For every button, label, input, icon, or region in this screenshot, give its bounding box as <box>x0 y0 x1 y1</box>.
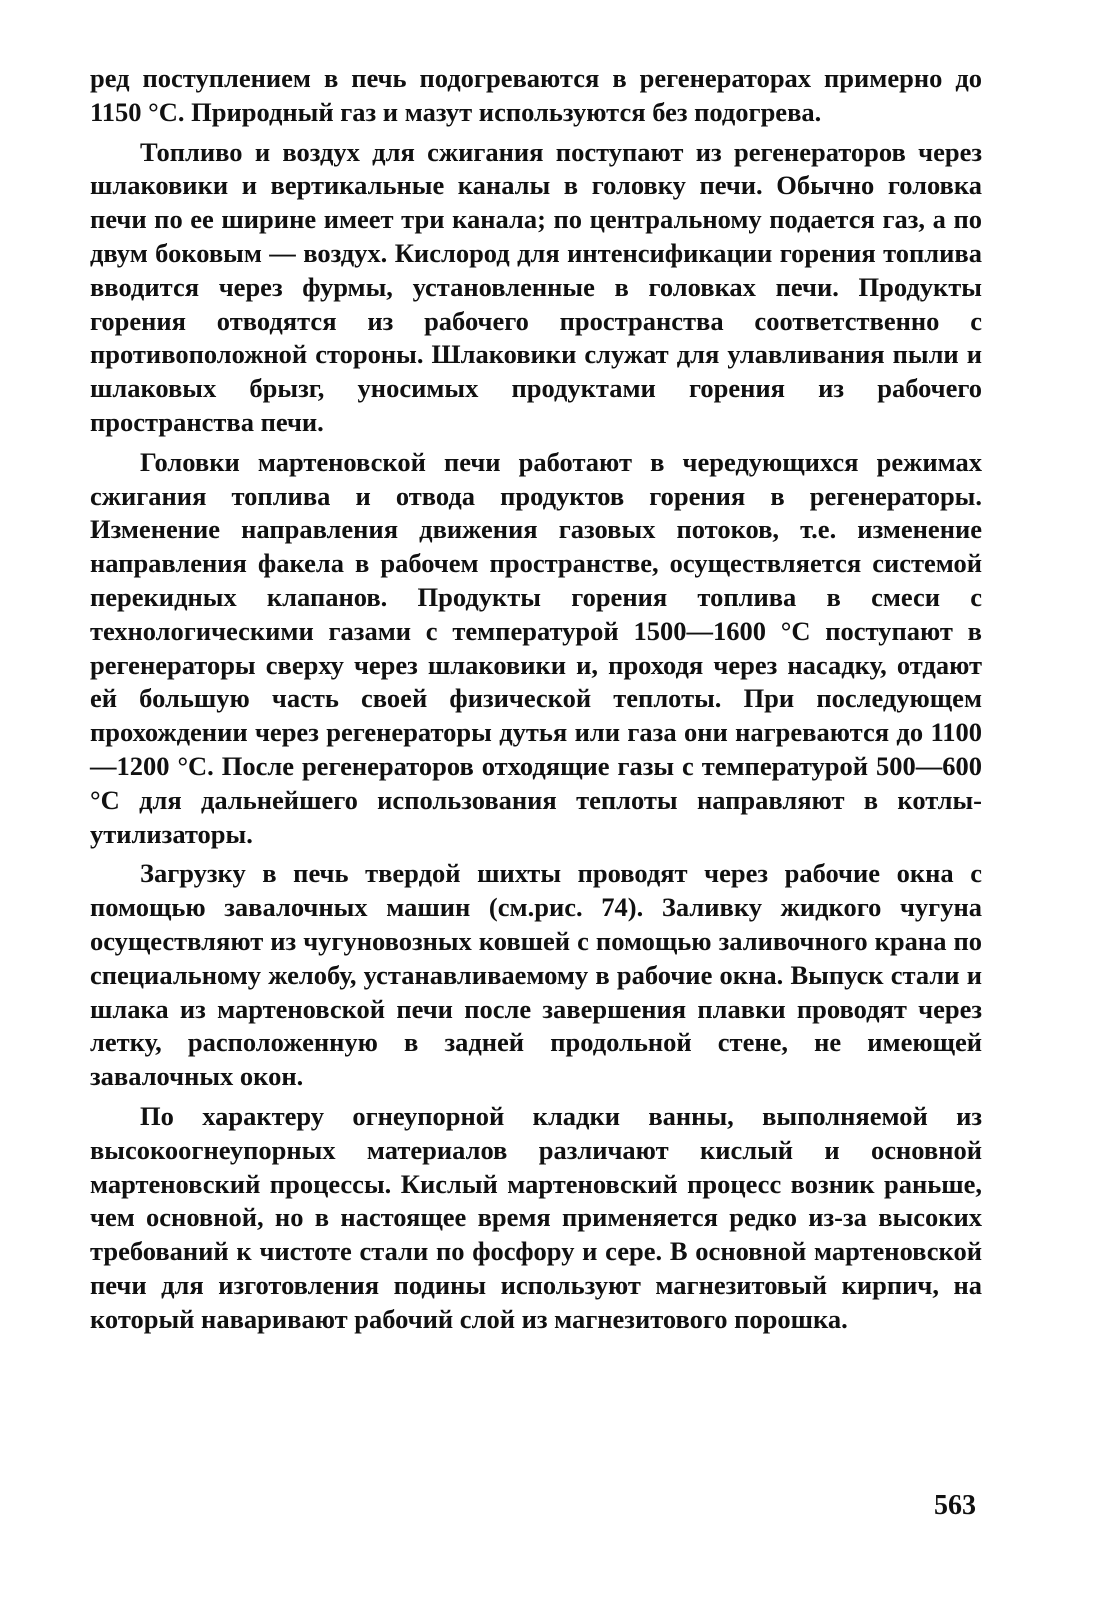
paragraph-heads-regenerators: Головки мартеновской печи работают в чередующихся режимах сжигания топлива и отвода продуктов горения в регенераторы. Изменение направления движения газовых потоков, т.е. изменение направления факела в рабочем пространстве, осуществляется системой перекидных клапанов. Продукты горения топлива в смеси с технологическими газами с температурой 1500—1600 °С поступают в регенераторы сверху через шлаковики и, проходя через насадку, отдают ей большую часть своей физической теплоты. При последующем прохождении через регенераторы дутья или газа они нагреваются до 1100—1200 °С. После регенераторов отходящие газы с температурой 500—600 °С для дальнейшего использования теплоты направляют в котлы-утилизаторы. <box>90 446 982 849</box>
page-body <box>90 62 982 1336</box>
paragraph-lining-processes: По характеру огнеупорной кладки ванны, выполняемой из высокоогнеупорных материалов различают кислый и основной мартеновский процессы. Кислый мартеновский процесс возник раньше, чем основной, но в настоящее время применяется редко из-за высоких требований к чистоте стали по фосфору и сере. В основной мартеновской печи для изготовления подины используют магнезитовый кирпич, на который наваривают рабочий слой из магнезитового порошка. <box>90 1100 982 1334</box>
paragraph-charging: Загрузку в печь твердой шихты проводят через рабочие окна с помощью завалочных машин (см.рис. 74). Заливку жидкого чугуна осуществляют из чугуновозных ковшей с помощью заливочного крана по специальному желобу, устанавливаемому в рабочие окна. Выпуск стали и шлака из мартеновской печи после завершения плавки проводят через летку, расположенную в задней продольной стене, не имеющей завалочных окон. <box>90 858 982 1092</box>
paragraph-continuation: ред поступлением в печь подогреваются в регенераторах примерно до 1150 °С. Природный газ и мазут используются без подогрева. <box>90 63 982 127</box>
page-number: 563 <box>934 1490 976 1521</box>
paragraph-fuel-air-supply: Топливо и воздух для сжигания поступают из регенераторов через шлаковики и вертикальные каналы в головку печи. Обычно головка печи по ее ширине имеет три канала; по центральному подается газ, а по двум боковым — воздух. Кислород для интенсификации горения топлива вводится через фурмы, установленные в головках печи. Продукты горения отводятся из рабочего пространства соответственно с противоположной стороны. Шлаковики служат для улавливания пыли и шлаковых брызг, уносимых продуктами горения из рабочего пространства печи. <box>90 136 982 437</box>
